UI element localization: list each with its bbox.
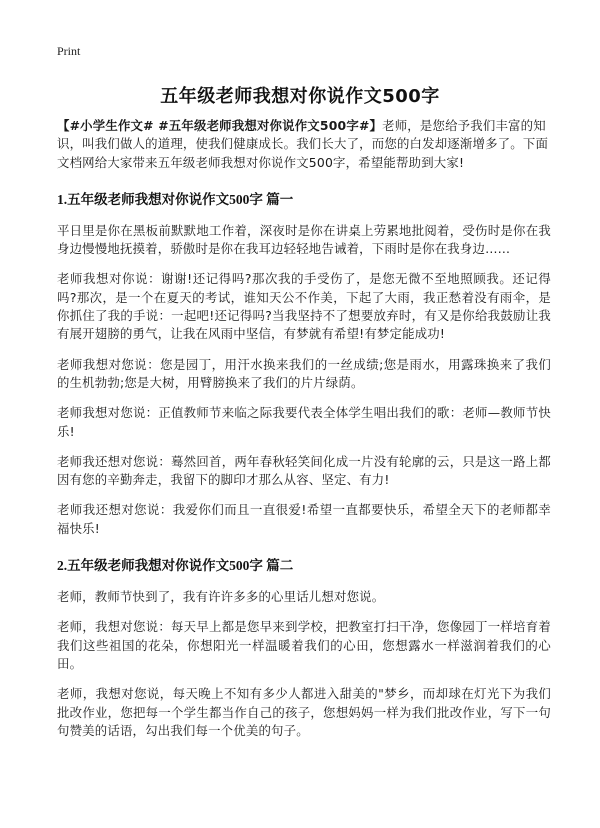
intro-text: 老师，是您给予我们丰富的知识，叫我们做人的道理，使我们健康成长。我们长大了，而您的白发却逐渐增多了。下面文档网给大家带来五年级老师我想对你说作文500字，希望能帮助到大家!: [57, 118, 549, 170]
paragraph: 平日里是你在黑板前默默地工作着，深夜时是你在讲桌上劳累地批阅着，受伤时是你在我身边慢慢地抚摸着，骄傲时是你在我耳边轻轻地告诫着，下雨时是你在我身边……: [57, 222, 551, 257]
paragraph: 老师我还想对您说：我爱你们而且一直很爱!希望一直都要快乐，希望全天下的老师都幸福快乐!: [57, 502, 551, 536]
section-heading: 1.五年级老师我想对你说作文500字 篇一: [57, 191, 294, 207]
paragraph: 老师，教师节快到了，我有许许多多的心里话儿想对您说。: [57, 589, 385, 605]
section-2: [57, 554, 551, 740]
paragraph: 老师我想对你说：谢谢!还记得吗?那次我的手受伤了，是您无微不至地照顾我。还记得吗?那次，是一个在夏天的考试，谁知天公不作美，下起了大雨，我正愁着没有雨伞，是你抓住了我的手说：一起吧!还记得吗?当我坚持不了想要放弃时，有又是你给我鼓励让我有展开翅膀的勇气，让我在风雨中坚信，有梦就有希望!有梦定能成功!: [57, 271, 551, 342]
intro-paragraph: [57, 117, 551, 172]
paragraph: 老师，我想对您说，每天晚上不知有多少人都进入甜美的"梦乡，而却球在灯光下为我们批改作业，您把每一个学生都当作自己的孩子，您想妈妈一样为我们批改作业，写下一句句赞美的话语，勾出我们每一个优美的句子。: [57, 686, 551, 738]
intro-tags: 【#小学生作文# #五年级老师我想对你说作文500字#】: [57, 118, 383, 133]
paragraph: 老师我想对您说：正值教师节来临之际我要代表全体学生唱出我们的歌：老师—教师节快乐!: [57, 405, 551, 439]
article-body: [57, 117, 551, 752]
paragraph: 老师我还想对您说：蓦然回首，两年春秋轻笑间化成一片没有轮廓的云，只是这一路上都因有您的辛勤奔走，我留下的脚印才那么从容、坚定、有力!: [57, 453, 551, 488]
section-1: [57, 188, 551, 538]
paragraph: 老师，我想对您说：每天早上都是您早来到学校，把教室打扫干净，您像园丁一样培育着我们这些祖国的花朵，你想阳光一样温暖着我们的心田，您想露水一样滋润着我们的心田。: [57, 619, 551, 671]
section-heading: 2.五年级老师我想对你说作文500字 篇二: [57, 558, 294, 574]
print-label: Print: [57, 44, 81, 58]
paragraph: 老师我想对您说：您是园丁，用汗水换来我们的一丝成绩;您是雨水，用露珠换来了我们的生机勃勃;您是大树，用臂膀换来了我们的片片绿荫。: [57, 356, 551, 390]
page-title: 五年级老师我想对你说作文500字: [160, 86, 440, 107]
